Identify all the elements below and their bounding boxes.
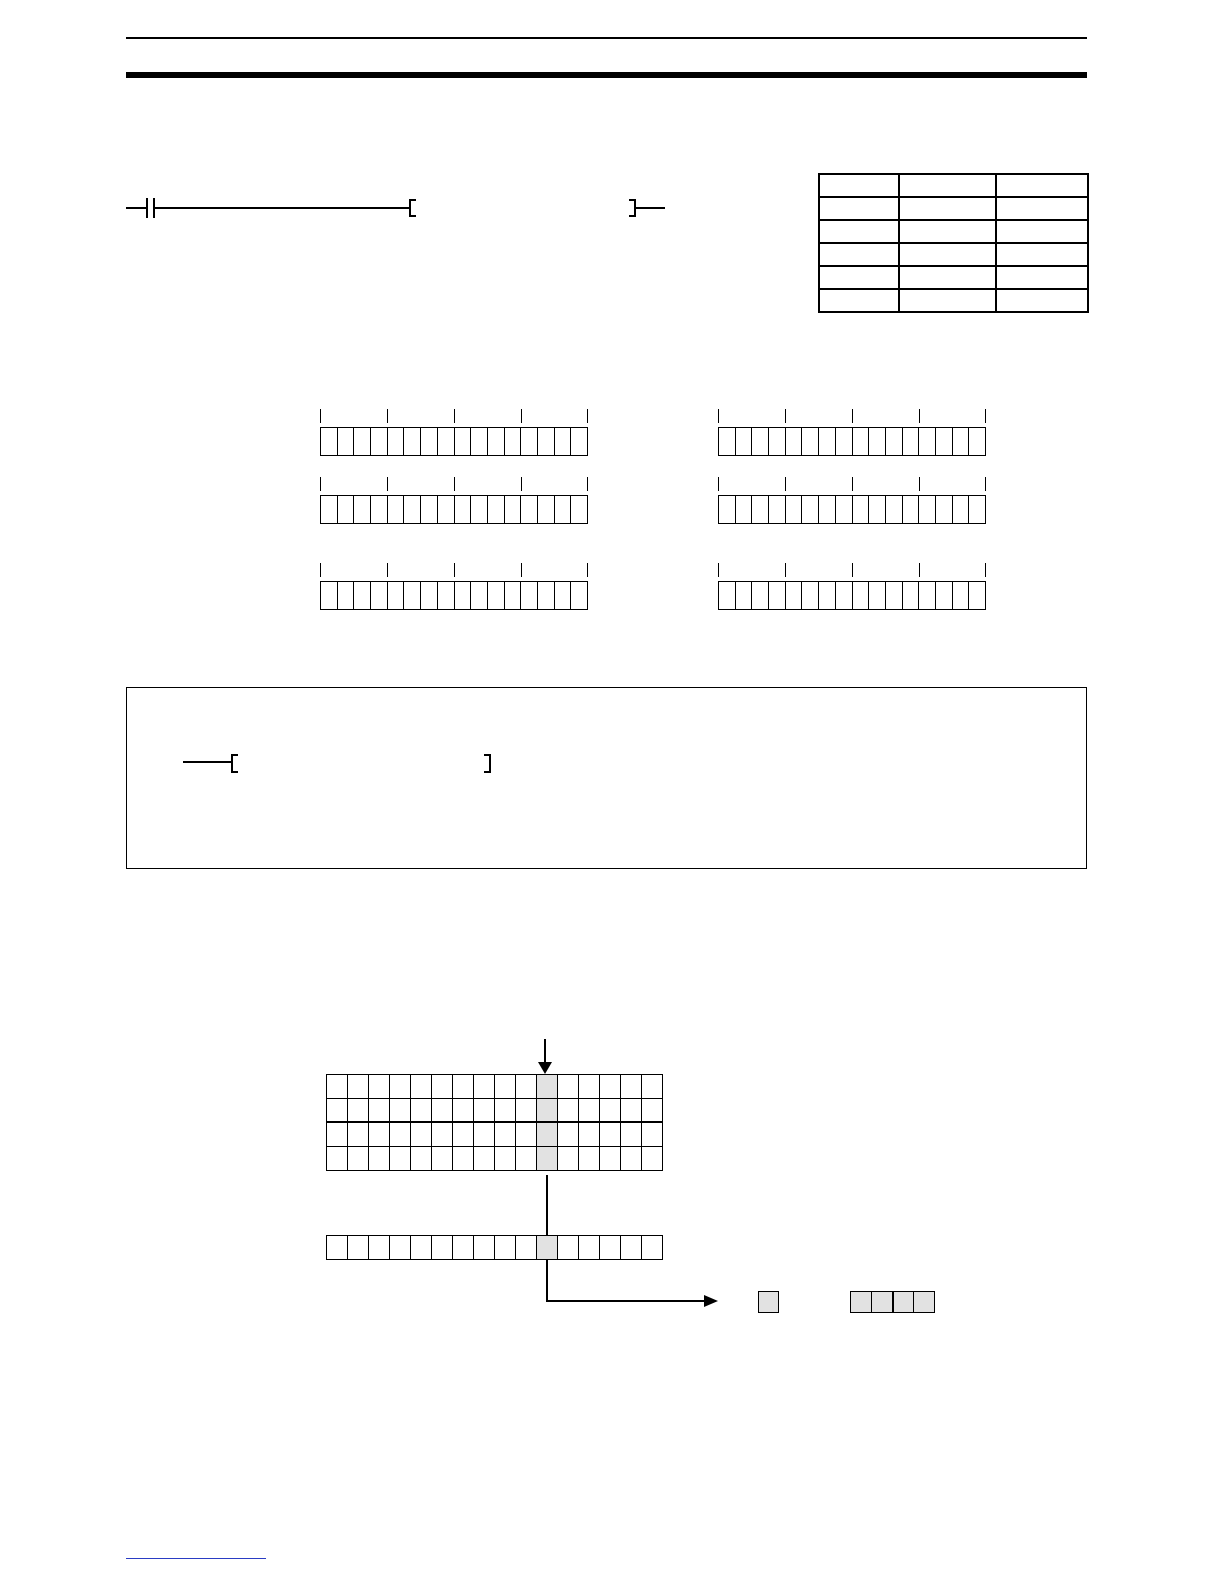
source-bit-cell [453,1099,474,1123]
bit-cell [505,496,522,523]
source-bit-cell [432,1147,453,1171]
source-bit-cell [390,1075,411,1099]
bit-cell [388,496,405,523]
source-bit-cell [516,1147,537,1171]
tick-mark [852,409,853,423]
header-rule-thick [126,72,1087,78]
bit-cell [919,582,936,609]
register-3 [320,477,588,525]
bit-cell [421,582,438,609]
bit-cell [819,428,836,455]
source-bit-cell [558,1099,579,1123]
bit-cell [354,582,371,609]
source-bit-cell [600,1123,621,1147]
bit-cell [455,496,472,523]
bit-cell [438,496,455,523]
bit-cell [953,582,970,609]
bit-cell [321,496,338,523]
source-bit-cell [432,1099,453,1123]
bit-cell [769,496,786,523]
bit-cell [471,582,488,609]
bit-cell [819,582,836,609]
register-4 [718,477,986,525]
bit-cell [471,428,488,455]
result-flag-cell [758,1291,779,1313]
bit-cell [354,428,371,455]
bit-cell [953,496,970,523]
source-bit-cell [327,1099,348,1123]
tick-mark [919,477,920,491]
connector-line-down [546,1260,548,1302]
table-row [819,289,1088,312]
tick-mark [521,409,522,423]
tick-mark [785,409,786,423]
source-bit-cell [411,1075,432,1099]
bit-cells [320,581,588,610]
footnote-rule [126,1558,266,1559]
result-bit-cell [327,1236,348,1260]
bit-cell [538,496,555,523]
bit-cell [752,582,769,609]
bit-cell [886,582,903,609]
arrow-down-icon [538,1062,552,1074]
source-bit-cell [327,1147,348,1171]
bit-cell [903,582,920,609]
bit-cell [836,496,853,523]
bit-cell [421,428,438,455]
bit-cells [718,427,986,456]
ladder-wire-right [636,207,665,209]
tick-mark [320,563,321,577]
bit-cell [802,428,819,455]
source-bit-cell [348,1147,369,1171]
bit-ticks [320,477,588,492]
bit-ticks [320,563,588,578]
bit-cell [819,496,836,523]
tick-mark [718,563,719,577]
bit-cell [836,428,853,455]
bit-cell [886,428,903,455]
result-bit-cell [390,1236,411,1260]
source-bit-cell [369,1099,390,1123]
bit-cell [521,428,538,455]
bit-cell [936,496,953,523]
source-bit-cell [621,1099,642,1123]
source-bit-cell [453,1147,474,1171]
source-bit-cell [327,1075,348,1099]
bit-cell [404,582,421,609]
connector-line-right [546,1300,706,1302]
result-bit-cell [516,1236,537,1260]
bit-cell [919,496,936,523]
bit-cells [320,495,588,524]
tick-mark [521,477,522,491]
result-bit-cell [495,1236,516,1260]
result-bit-cell [600,1236,621,1260]
source-bit-cell [390,1123,411,1147]
result-bit-cell [642,1236,663,1260]
result-bit-cell [474,1236,495,1260]
bit-cell [538,428,555,455]
table-row [819,266,1088,289]
source-bit-cell [537,1147,558,1171]
bit-cell [719,496,736,523]
source-bit-cell [411,1147,432,1171]
header-rule-thin [126,37,1087,39]
bit-cell [571,496,587,523]
source-bit-cell [474,1099,495,1123]
tick-mark [985,477,986,491]
result-group-cells [850,1291,935,1313]
tick-mark [919,409,920,423]
bit-cell [371,496,388,523]
result-bit-cell [369,1236,390,1260]
source-bit-cell [516,1099,537,1123]
bit-cell [488,496,505,523]
bit-cells [718,495,986,524]
tick-mark [587,477,588,491]
source-bit-cell [495,1147,516,1171]
tick-mark [852,563,853,577]
source-bit-cell [327,1123,348,1147]
source-bit-cell [474,1123,495,1147]
source-bit-cell [579,1075,600,1099]
bit-cell [438,428,455,455]
bit-cell [321,428,338,455]
source-bit-cell [621,1147,642,1171]
table-row [819,174,1088,197]
source-bit-cell [537,1123,558,1147]
source-bit-cell [348,1099,369,1123]
tick-mark [387,477,388,491]
bit-cell [321,582,338,609]
tick-mark [454,409,455,423]
source-bit-cell [495,1099,516,1123]
source-bit-cell [516,1123,537,1147]
bit-cell [404,428,421,455]
variation-wire [183,761,231,763]
bit-cell [538,582,555,609]
bit-cell [786,496,803,523]
source-bit-cell [579,1099,600,1123]
source-bit-cell [348,1123,369,1147]
register-6 [718,563,986,611]
bit-cell [571,582,587,609]
source-bit-cell [474,1075,495,1099]
source-bit-cell [600,1147,621,1171]
tick-mark [985,563,986,577]
variation-bracket-left [231,754,238,773]
bit-ticks [718,477,986,492]
source-bit-cell [474,1147,495,1171]
ladder-wire-left [126,207,146,209]
bit-cell [555,496,572,523]
bit-cell [853,582,870,609]
bit-cell [769,582,786,609]
source-bit-cell [600,1099,621,1123]
source-bit-cell [411,1099,432,1123]
source-bit-cell [432,1075,453,1099]
bit-cell [853,496,870,523]
result-bit-row [326,1235,663,1260]
register-5 [320,563,588,611]
bit-cell [752,428,769,455]
bit-cell [505,582,522,609]
source-bit-cell [642,1099,663,1123]
bit-cell [555,428,572,455]
bit-cell [869,496,886,523]
source-bit-cell [621,1123,642,1147]
bit-cell [371,582,388,609]
source-bit-cell [390,1099,411,1123]
bit-cell [719,582,736,609]
table-row [819,243,1088,266]
result-bit-cell [348,1236,369,1260]
result-bit-cell [579,1236,600,1260]
source-bit-cell [516,1075,537,1099]
bit-cell [969,582,985,609]
bit-cell [438,582,455,609]
tick-mark [587,563,588,577]
bit-cell [736,428,753,455]
bit-cell [769,428,786,455]
bit-cell [903,428,920,455]
bit-cell [836,582,853,609]
bit-cell [404,496,421,523]
source-bit-cell [558,1123,579,1147]
result-bit-cell [453,1236,474,1260]
bit-cell [853,428,870,455]
bit-cell [371,428,388,455]
bit-cell [471,496,488,523]
bit-cell [936,428,953,455]
tick-mark [718,477,719,491]
source-bit-cell [495,1123,516,1147]
bit-cell [488,582,505,609]
bit-cell [736,582,753,609]
tick-mark [587,409,588,423]
variation-label [242,753,482,771]
source-bit-cell [537,1099,558,1123]
instruction-label [420,198,620,216]
tick-mark [387,563,388,577]
bit-cell [388,428,405,455]
bit-ticks [718,563,986,578]
bit-cell [752,496,769,523]
tick-mark [919,563,920,577]
source-bit-cell [369,1147,390,1171]
tick-mark [852,477,853,491]
variation-bracket-right [484,754,491,773]
register-1 [320,409,588,457]
contact-bar-left [146,198,148,218]
bit-cell [455,582,472,609]
bit-cell [571,428,587,455]
bit-cell [903,496,920,523]
source-bit-cell [495,1075,516,1099]
source-bit-cell [642,1075,663,1099]
bit-ticks [320,409,588,424]
bit-cell [736,496,753,523]
bit-cells [320,427,588,456]
bit-cell [555,582,572,609]
source-bit-grid [326,1074,663,1171]
tick-mark [718,409,719,423]
tick-mark [454,563,455,577]
result-bit-cell [411,1236,432,1260]
source-bit-cell [432,1123,453,1147]
bit-cell [421,496,438,523]
source-bit-cell [453,1075,474,1099]
connector-line [546,1175,548,1235]
register-2 [718,409,986,457]
source-bit-cell [453,1123,474,1147]
table-row [819,197,1088,220]
bit-cell [869,428,886,455]
source-bit-cell [369,1123,390,1147]
bit-cell [521,496,538,523]
source-bit-cell [642,1123,663,1147]
tick-mark [320,409,321,423]
result-bit-cell [537,1236,558,1260]
source-bit-cell [642,1147,663,1171]
tick-mark [985,409,986,423]
source-bit-cell [390,1147,411,1171]
bit-cell [886,496,903,523]
source-bit-cell [348,1075,369,1099]
variation-box [126,687,1087,869]
result-bit-cell [558,1236,579,1260]
source-bit-cell [600,1075,621,1099]
tick-mark [454,477,455,491]
source-bit-cell [411,1123,432,1147]
bit-cells [718,581,986,610]
bit-cell [338,582,355,609]
bit-cell [521,582,538,609]
table-row [819,220,1088,243]
bit-cell [388,582,405,609]
tick-mark [785,477,786,491]
source-bit-cell [369,1075,390,1099]
bit-cell [786,582,803,609]
source-bit-cell [621,1075,642,1099]
source-bit-cell [579,1147,600,1171]
tick-mark [387,409,388,423]
bit-cell [719,428,736,455]
bit-cell [802,582,819,609]
instruction-bracket-right [629,199,636,217]
bit-ticks [718,409,986,424]
source-bit-cell [579,1123,600,1147]
tick-mark [785,563,786,577]
bit-cell [953,428,970,455]
tick-mark [521,563,522,577]
ladder-wire-mid [155,207,409,209]
tick-mark [320,477,321,491]
bit-cell [354,496,371,523]
source-bit-cell [558,1075,579,1099]
bit-cell [455,428,472,455]
source-bit-cell [537,1075,558,1099]
result-bit-cell [432,1236,453,1260]
bit-cell [969,428,985,455]
bit-cell [802,496,819,523]
result-bit-cell [621,1236,642,1260]
bit-cell [488,428,505,455]
bit-cell [505,428,522,455]
source-bit-cell [558,1147,579,1171]
instruction-bracket-left [409,199,416,217]
bit-cell [338,496,355,523]
bit-cell [338,428,355,455]
bit-cell [919,428,936,455]
arrow-right-icon [704,1295,718,1307]
operand-table [818,173,1089,313]
bit-cell [969,496,985,523]
bit-cell [936,582,953,609]
bit-cell [869,582,886,609]
bit-cell [786,428,803,455]
